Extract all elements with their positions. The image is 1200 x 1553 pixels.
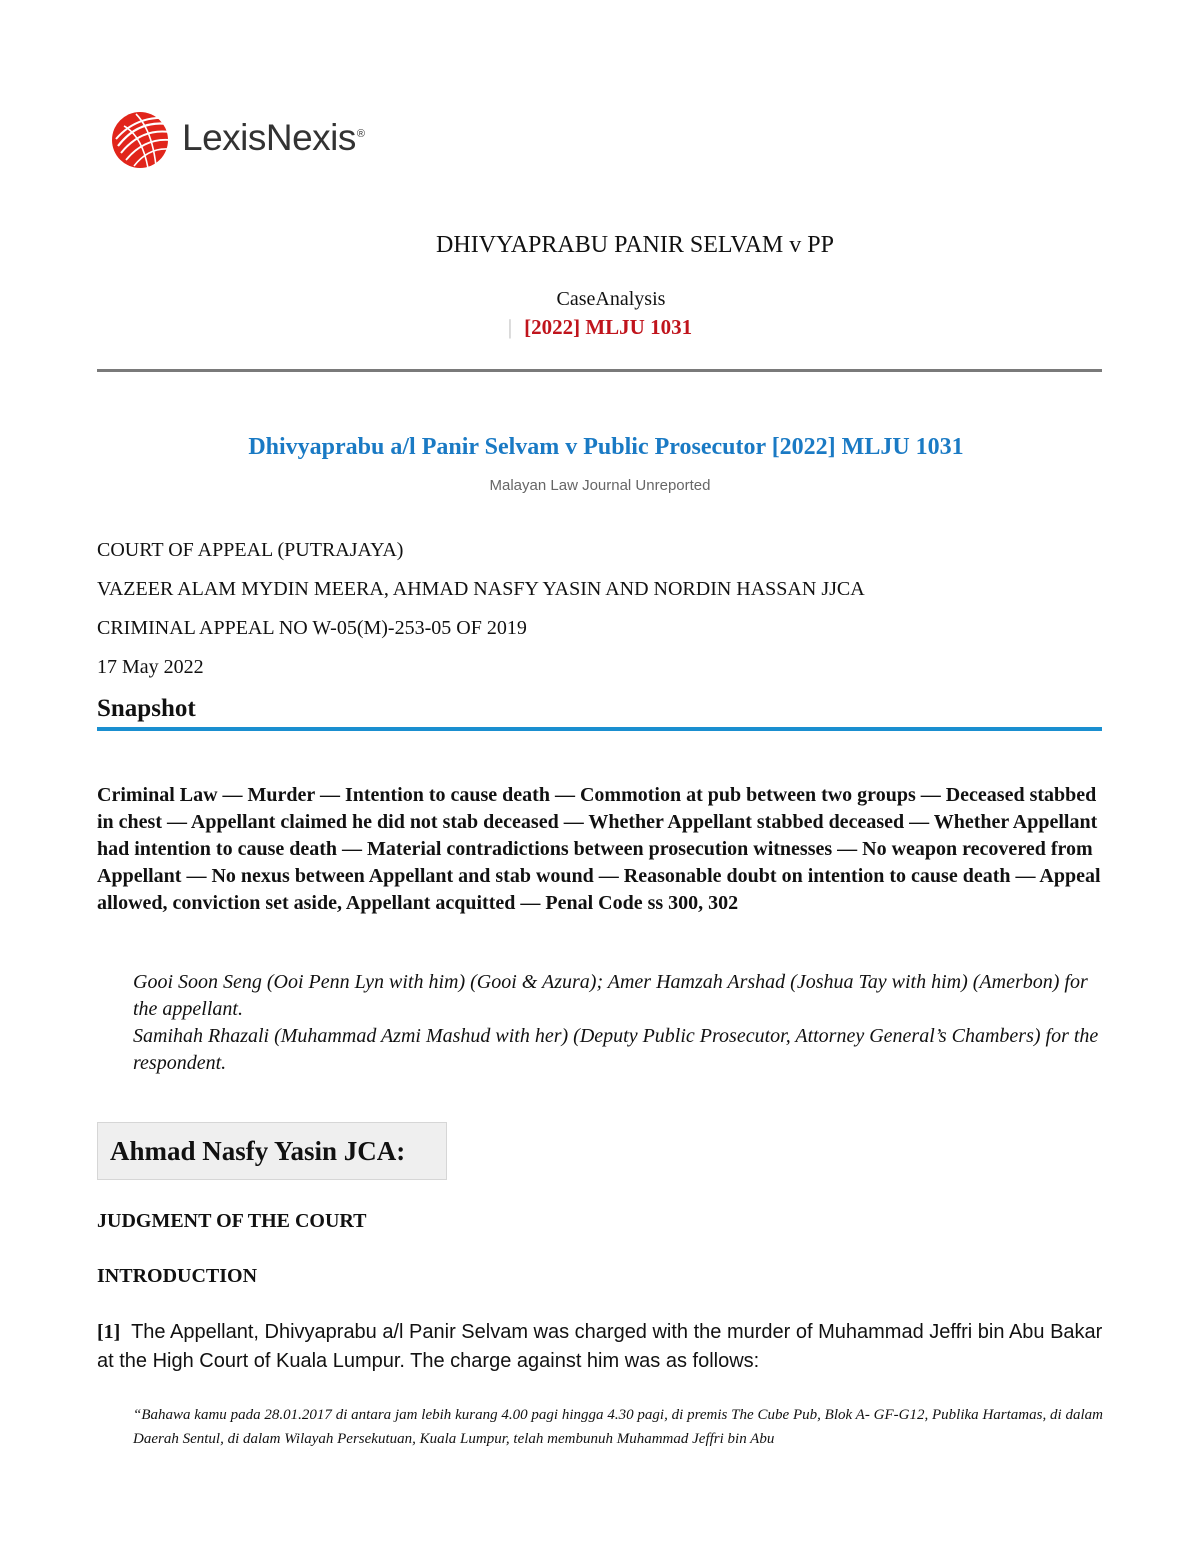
appeal-number: CRIMINAL APPEAL NO W-05(M)-253-05 OF 2019: [97, 617, 527, 639]
case-short-title: DHIVYAPRABU PANIR SELVAM v PP: [436, 232, 834, 258]
judgment-date: 17 May 2022: [97, 656, 204, 678]
lexisnexis-sphere-icon: [108, 106, 172, 170]
counsel-block: [133, 969, 1103, 1077]
judgment-heading: JUDGMENT OF THE COURT: [97, 1210, 367, 1232]
counsel-appellant: Gooi Soon Seng (Ooi Penn Lyn with him) (Gooi & Azura); Amer Hamzah Arshad (Joshua Tay with him) (Amerbon) for the appellant.: [133, 971, 1088, 1020]
catchwords: Criminal Law — Murder — Intention to cause death — Commotion at pub between two groups — Deceased stabbed in chest — Appellant claimed he did not stab deceased — Whether Appellant stabbed deceased — Whether Appellant had intention to cause death — Material contradictions between prosecution witnesses — No weapon recovered from Appellant — No nexus between Appellant and stab wound — Reasonable doubt on intention to cause death — Appeal allowed, conviction set aside, Appellant acquitted — Penal Code ss 300, 302: [97, 784, 1101, 914]
counsel-respondent: Samihah Rhazali (Muhammad Azmi Mashud with her) (Deputy Public Prosecutor, Attorney General’s Chambers) for the respondent.: [133, 1025, 1099, 1074]
charge-quote: “Bahawa kamu pada 28.01.2017 di antara jam lebih kurang 4.00 pagi hingga 4.30 pagi, di premis The Cube Pub, Blok A- GF-G12, Publika Hartamas, di dalam Daerah Sentul, di dalam Wilayah Persekutuan, Kuala Lumpur, telah membunuh Muhammad Jeffri bin Abu: [133, 1407, 1103, 1447]
citation-text: [2022] MLJU 1031: [524, 315, 693, 339]
citation-separator: |: [507, 315, 513, 339]
document-type: CaseAnalysis: [556, 288, 666, 310]
case-full-title: Dhivyaprabu a/l Panir Selvam v Public Prosecutor [2022] MLJU 1031: [248, 434, 964, 460]
snapshot-heading: Snapshot: [97, 695, 196, 722]
header-divider: [97, 369, 1102, 372]
judges-list: VAZEER ALAM MYDIN MEERA, AHMAD NASFY YASIN AND NORDIN HASSAN JJCA: [97, 578, 865, 600]
snapshot-divider: [97, 727, 1102, 731]
paragraph-1: [97, 1318, 1107, 1376]
case-citation: [0, 315, 1200, 340]
paragraph-number: [1]: [97, 1321, 121, 1343]
paragraph-text: The Appellant, Dhivyaprabu a/l Panir Selvam was charged with the murder of Muhammad Jeffri bin Abu Bakar at the High Court of Kuala Lumpur. The charge against him was as follows:: [97, 1321, 1103, 1372]
brand-name: LexisNexis®: [182, 117, 365, 158]
lexisnexis-logo: [108, 106, 365, 170]
judge-heading: Ahmad Nasfy Yasin JCA:: [97, 1122, 447, 1180]
court-name: COURT OF APPEAL (PUTRAJAYA): [97, 539, 404, 561]
section-heading: INTRODUCTION: [97, 1265, 258, 1287]
journal-name: Malayan Law Journal Unreported: [489, 477, 711, 494]
